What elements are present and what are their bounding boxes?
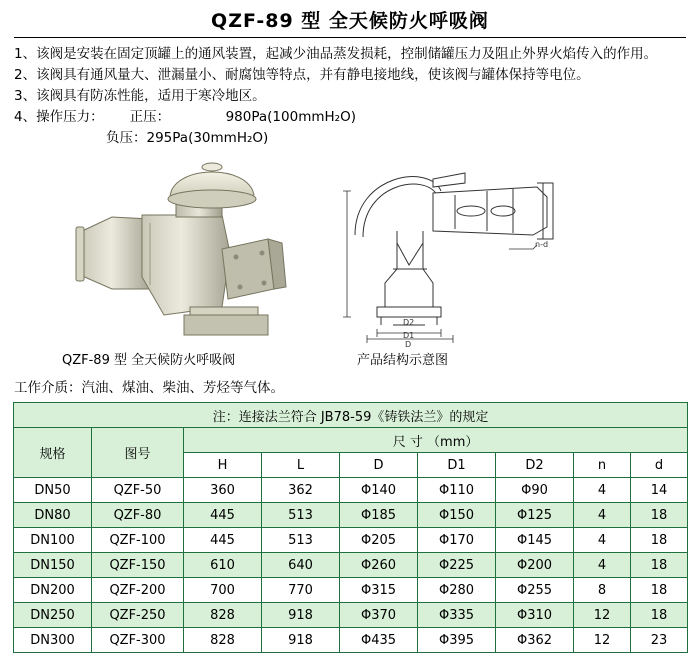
negative-pressure-label: 负压： [106,130,147,146]
cell-d: 23 [631,628,688,653]
header-D2: D2 [496,453,574,478]
label-D: D [405,340,412,347]
paragraph-4 [12,107,688,128]
cell-L: 513 [262,503,340,528]
cell-L: 513 [262,528,340,553]
cell-L: 640 [262,553,340,578]
negative-pressure-row [12,128,688,149]
table-row [14,578,688,603]
paragraph-2-number: 2、 [14,67,37,83]
cell-L: 362 [262,478,340,503]
cell-D2: Φ200 [496,553,574,578]
table-note: 注：连接法兰符合 JB78-59《铸铁法兰》的规定 [14,403,688,428]
table-header-row-1 [14,428,688,453]
cell-L: 918 [262,628,340,653]
cell-H: 445 [184,528,262,553]
cell-L: 918 [262,603,340,628]
table-row [14,628,688,653]
cell-D: Φ205 [340,528,418,553]
table-row [14,478,688,503]
cell-spec: DN100 [14,528,92,553]
cell-d: 18 [631,503,688,528]
positive-pressure-value: 980Pa(100mmH₂O) [225,109,356,125]
cell-d: 18 [631,603,688,628]
table-row [14,528,688,553]
cell-D1: Φ170 [418,528,496,553]
cell-spec: DN300 [14,628,92,653]
cell-D2: Φ90 [496,478,574,503]
cell-H: 610 [184,553,262,578]
cell-D: Φ370 [340,603,418,628]
cell-D1: Φ110 [418,478,496,503]
page-title: QZF-89 型 全天候防火呼吸阀 [211,10,489,32]
table-row [14,503,688,528]
header-H: H [184,453,262,478]
paragraph-1 [12,44,688,65]
cell-n: 4 [574,553,631,578]
cell-spec: DN50 [14,478,92,503]
cell-d: 18 [631,528,688,553]
cell-code: QZF-300 [92,628,184,653]
cell-code: QZF-200 [92,578,184,603]
paragraph-1-number: 1、 [14,46,37,62]
cell-D2: Φ125 [496,503,574,528]
cell-D1: Φ280 [418,578,496,603]
cell-D2: Φ310 [496,603,574,628]
cell-D: Φ435 [340,628,418,653]
cell-D1: Φ150 [418,503,496,528]
cell-d: 18 [631,553,688,578]
cell-D: Φ260 [340,553,418,578]
cell-D2: Φ145 [496,528,574,553]
cell-d: 18 [631,578,688,603]
label-D1: D1 [403,331,415,340]
paragraph-1-text: 该阀是安装在固定顶罐上的通风装置，起减少油品蒸发损耗，控制储罐压力及阻止外界火焰传入的作用。 [36,46,658,62]
header-L: L [262,453,340,478]
cell-spec: DN200 [14,578,92,603]
right-figure-caption: 产品结构示意图 [357,353,449,368]
cell-n: 12 [574,603,631,628]
header-d: d [631,453,688,478]
cell-D1: Φ225 [418,553,496,578]
cell-D2: Φ255 [496,578,574,603]
cell-H: 445 [184,503,262,528]
paragraph-4-number: 4、 [14,109,37,125]
cell-D1: Φ395 [418,628,496,653]
left-figure-caption: QZF-89 型 全天候防火呼吸阀 [62,353,236,368]
cell-code: QZF-50 [92,478,184,503]
working-medium-note: 工作介质：汽油、煤油、柴油、芳烃等气体。 [14,380,284,396]
paragraph-3-number: 3、 [14,88,37,104]
cell-spec: DN80 [14,503,92,528]
header-code: 图号 [92,428,184,478]
cell-H: 360 [184,478,262,503]
cell-n: 4 [574,528,631,553]
header-spec: 规格 [14,428,92,478]
cell-D2: Φ362 [496,628,574,653]
table-row [14,603,688,628]
specification-table [13,402,688,653]
header-n: n [574,453,631,478]
cell-H: 700 [184,578,262,603]
paragraph-4-text: 操作压力： [36,109,104,125]
product-photo [72,157,292,347]
negative-pressure-value: 295Pa(30mmH₂O) [146,130,269,146]
header-dimensions: 尺 寸 （mm） [184,428,688,453]
cell-code: QZF-250 [92,603,184,628]
cell-D: Φ185 [340,503,418,528]
cell-code: QZF-80 [92,503,184,528]
structure-diagram [337,157,577,347]
cell-D1: Φ335 [418,603,496,628]
paragraph-2-text: 该阀具有通风量大、泄漏量小、耐腐蚀等特点，并有静电接地线，使该阀与罐体保持等电位。 [36,67,590,83]
table-row [14,553,688,578]
cell-H: 828 [184,628,262,653]
cell-code: QZF-150 [92,553,184,578]
paragraph-3 [12,86,688,107]
table-note-row [14,403,688,428]
figure-area [12,157,688,372]
header-D: D [340,453,418,478]
cell-spec: DN150 [14,553,92,578]
label-D2: D2 [403,318,415,327]
label-n-d: n-d [535,240,549,249]
positive-pressure-label: 正压： [129,109,171,125]
cell-n: 4 [574,478,631,503]
cell-L: 770 [262,578,340,603]
cell-spec: DN250 [14,603,92,628]
title-divider [14,37,686,38]
cell-n: 4 [574,503,631,528]
paragraph-2 [12,65,688,86]
paragraph-3-text: 该阀具有防冻性能，适用于寒冷地区。 [36,88,266,104]
cell-D: Φ140 [340,478,418,503]
header-D1: D1 [418,453,496,478]
cell-D: Φ315 [340,578,418,603]
cell-n: 12 [574,628,631,653]
cell-code: QZF-100 [92,528,184,553]
cell-n: 8 [574,578,631,603]
cell-d: 14 [631,478,688,503]
cell-H: 828 [184,603,262,628]
